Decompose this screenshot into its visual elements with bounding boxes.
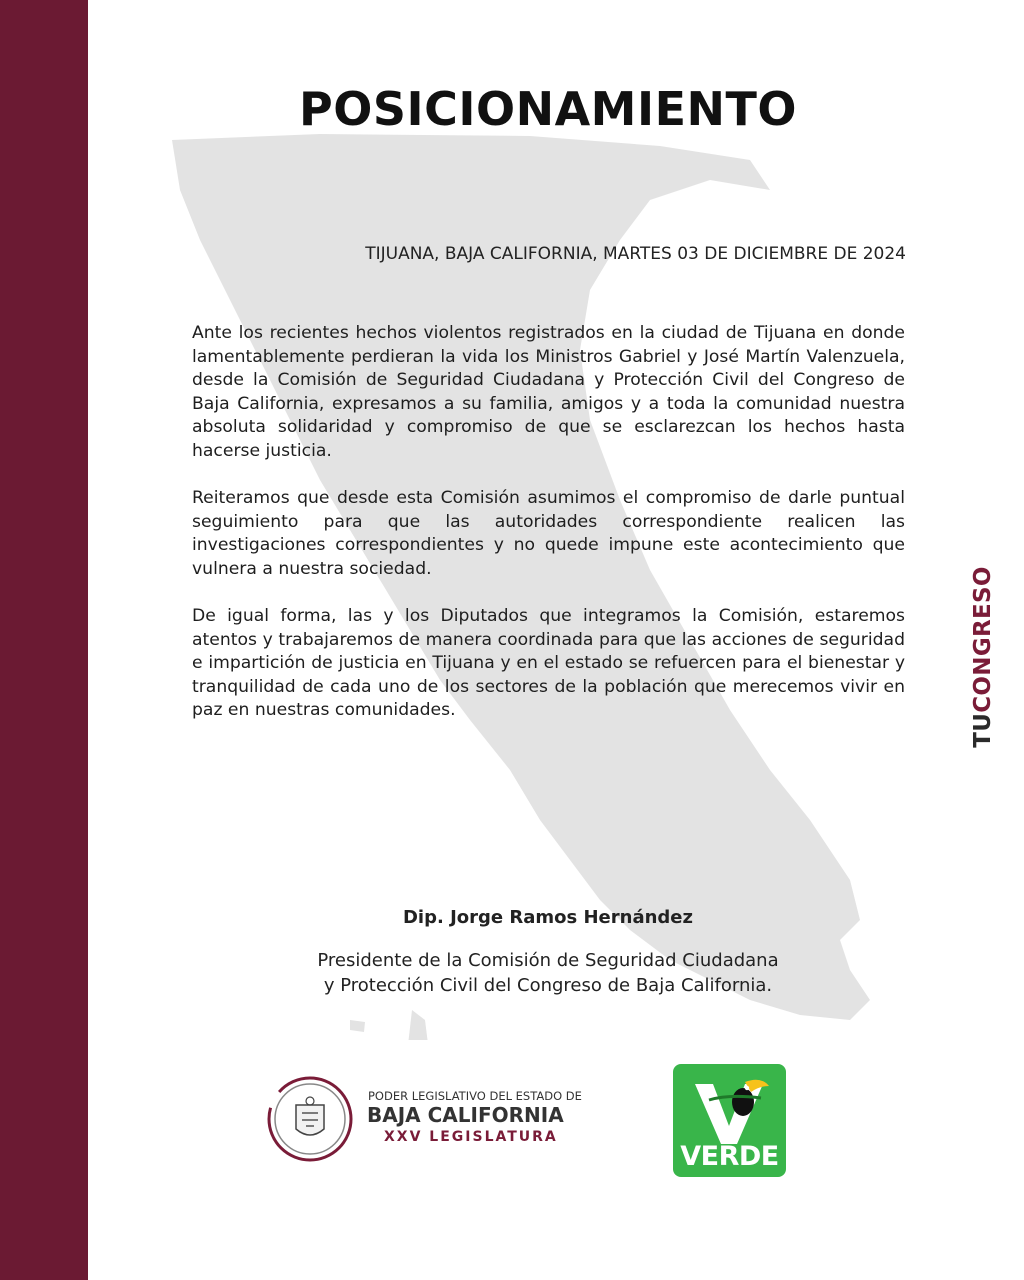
party-name: VERDE [680,1141,779,1172]
congress-logo-line1: PODER LEGISLATIVO DEL ESTADO DE [368,1089,582,1103]
tag-prefix: TU [970,712,996,748]
congress-logo-line2: BAJA CALIFORNIA [367,1103,564,1127]
signer-name: Dip. Jorge Ramos Hernández [402,907,693,928]
party-logo [673,1064,786,1177]
statement-body [192,322,905,747]
tag-suffix: CONGRESO [970,566,996,713]
signer-role [88,948,1008,998]
paragraph-1: Ante los recientes hechos violentos registrados en la ciudad de Tijuana en donde lamentablemente perdieran la vida los Ministros Gabriel y José Martín Valenzuela, desde la Comisión de Seguridad Ciudadana y Protección Civil del Congreso de Baja California, expresamos a su familia, amigos y a toda la comunidad nuestra absoluta solidaridad y compromiso de que se esclarezcan los hechos hasta hacerse justicia. [192,323,905,461]
page-title: POSICIONAMIENTO [299,82,797,136]
state-seal-icon [266,1075,354,1163]
paragraph-3: De igual forma, las y los Diputados que integramos la Comisión, estaremos atentos y trabajaremos de manera coordinada para que las acciones de seguridad e impartición de justicia en Tijuana y en el estado se refuercen para el bienestar y tranquilidad de cada uno de los sectores de la población que merecemos vivir en paz en nuestras comunidades. [192,606,905,720]
signer-role-line1: Presidente de la Comisión de Seguridad Ciudadana [317,950,779,971]
paragraph-2: Reiteramos que desde esta Comisión asumimos el compromiso de darle puntual seguimiento para que las autoridades correspondiente realicen las investigaciones correspondientes y no quede impune este acontecimiento que vulnera a nuestra sociedad. [192,488,905,579]
dateline: TIJUANA, BAJA CALIFORNIA, MARTES 03 DE DICIEMBRE DE 2024 [365,244,906,264]
signer-role-line2: y Protección Civil del Congreso de Baja California. [323,975,773,996]
congress-logo-line3: XXV LEGISLATURA [384,1129,558,1145]
congress-logo [266,1075,586,1165]
tucongreso-tag [970,566,996,747]
left-accent-bar [0,0,88,1280]
